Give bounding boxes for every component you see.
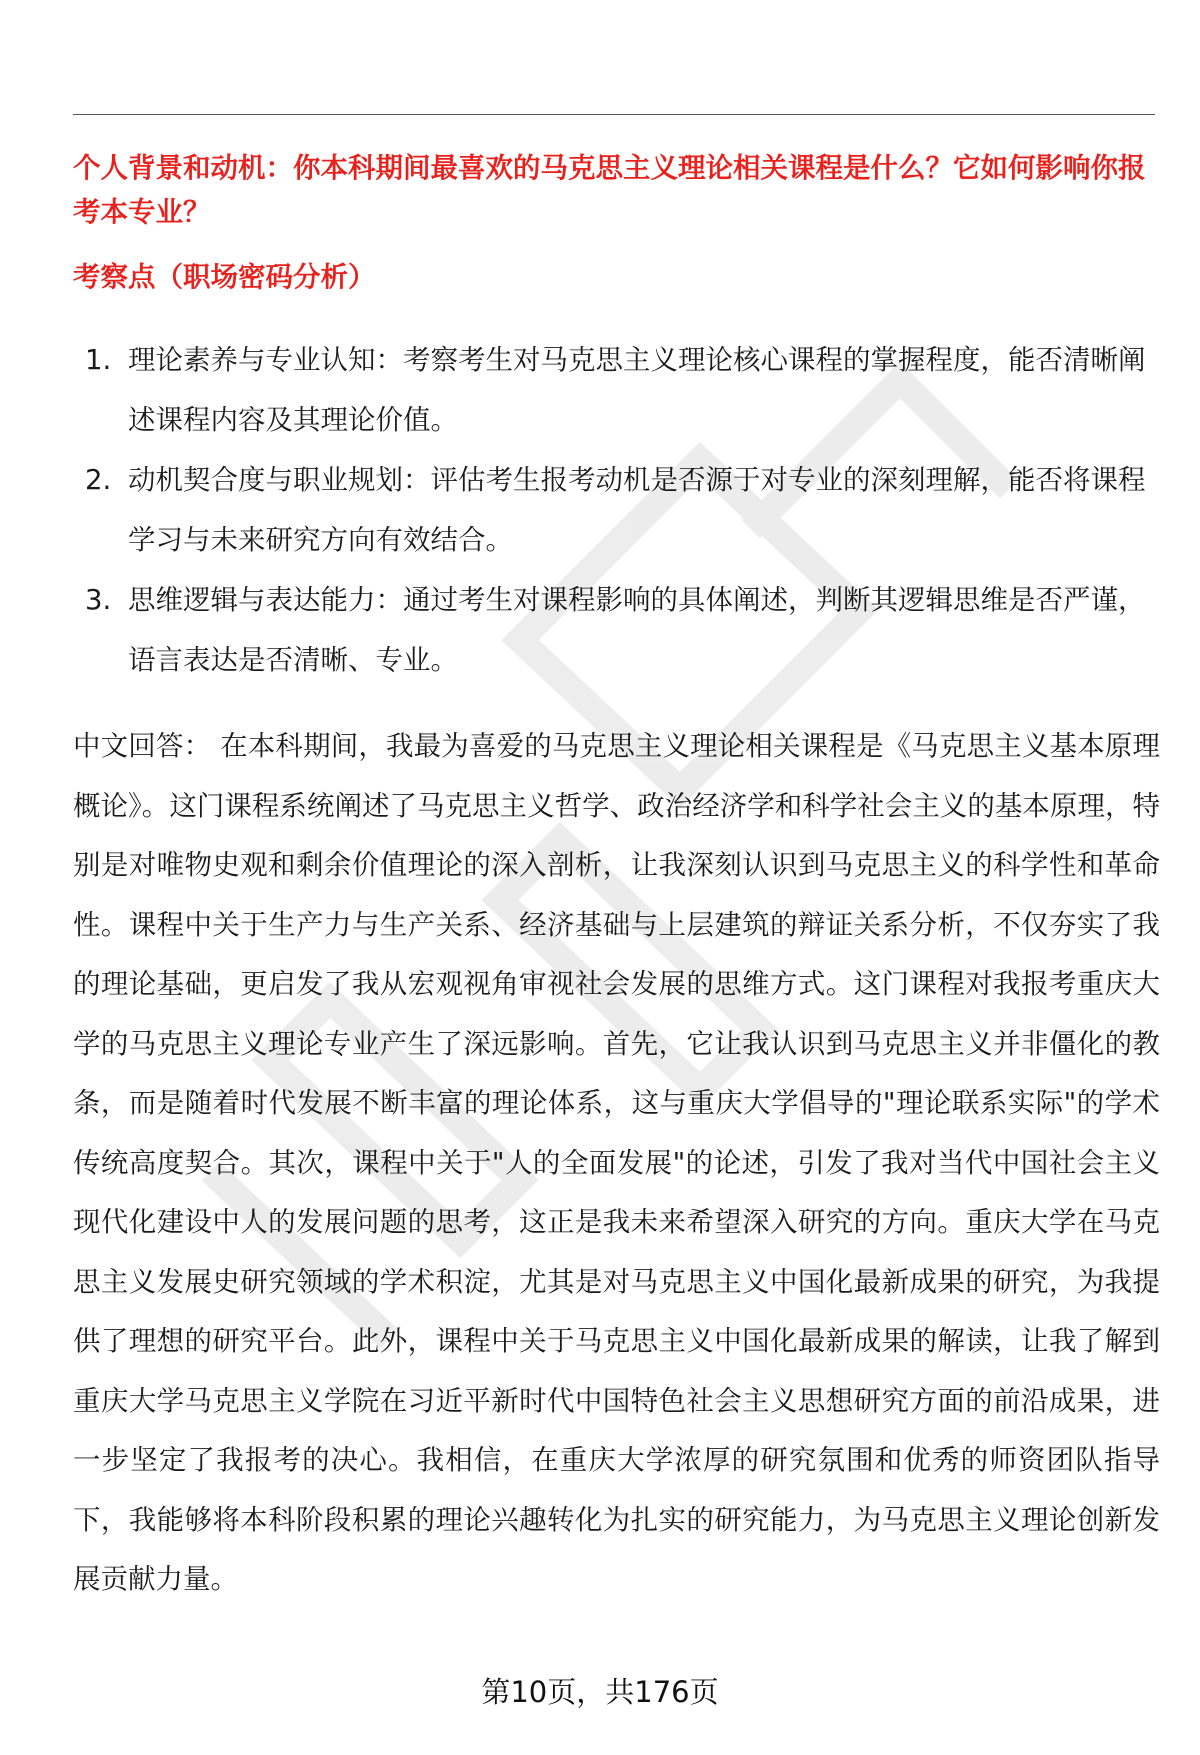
list-item (73, 330, 1158, 450)
list-number: 1. (85, 344, 112, 376)
list-number: 3. (85, 584, 112, 616)
list-item-text: 思维逻辑与表达能力：通过考生对课程影响的具体阐述，判断其逻辑思维是否严谨，语言表达是否清晰、专业。 (128, 584, 1146, 676)
question-heading: 个人背景和动机：你本科期间最喜欢的马克思主义理论相关课程是什么？它如何影响你报考本专业？ (73, 152, 1146, 228)
answer-paragraph: 中文回答： 在本科期间，我最为喜爱的马克思主义理论相关课程是《马克思主义基本原理概论》。这门课程系统阐述了马克思主义哲学、政治经济学和科学社会主义的基本原理，特别是对唯物史观和剩余价值理论的深入剖析，让我深刻认识到马克思主义的科学性和革命性。课程中关于生产力与生产关系、经济基础与上层建筑的辩证关系分析，不仅夯实了我的理论基础，更启发了我从宏观视角审视社会发展的思维方式。这门课程对我报考重庆大学的马克思主义理论专业产生了深远影响。首先，它让我认识到马克思主义并非僵化的教条，而是随着时代发展不断丰富的理论体系，这与重庆大学倡导的"理论联系实际"的学术传统高度契合。其次，课程中关于"人的全面发展"的论述，引发了我对当代中国社会主义现代化建设中人的发展问题的思考，这正是我未来希望深入研究的方向。重庆大学在马克思主义发展史研究领域的学术积淀，尤其是对马克思主义中国化最新成果的研究，为我提供了理想的研究平台。此外，课程中关于马克思主义中国化最新成果的解读，让我了解到重庆大学马克思主义学院在习近平新时代中国特色社会主义思想研究方面的前沿成果，进一步坚定了我报考的决心。我相信，在重庆大学浓厚的研究氛围和优秀的师资团队指导下，我能够将本科阶段积累的理论兴趣转化为扎实的研究能力，为马克思主义理论创新发展贡献力量。 (73, 730, 1160, 1595)
assessment-points-heading: 考察点（职场密码分析） (73, 261, 376, 293)
list-number: 2. (85, 464, 112, 496)
assessment-points-list (73, 330, 1158, 690)
list-item-text: 理论素养与专业认知：考察考生对马克思主义理论核心课程的掌握程度，能否清晰阐述课程内容及其理论价值。 (128, 344, 1146, 436)
list-item-text: 动机契合度与职业规划：评估考生报考动机是否源于对专业的深刻理解，能否将课程学习与未来研究方向有效结合。 (128, 464, 1146, 556)
header-divider (73, 114, 1155, 115)
list-item (73, 570, 1158, 690)
list-item (73, 450, 1158, 570)
page-number: 第10页，共176页 (481, 1675, 719, 1709)
